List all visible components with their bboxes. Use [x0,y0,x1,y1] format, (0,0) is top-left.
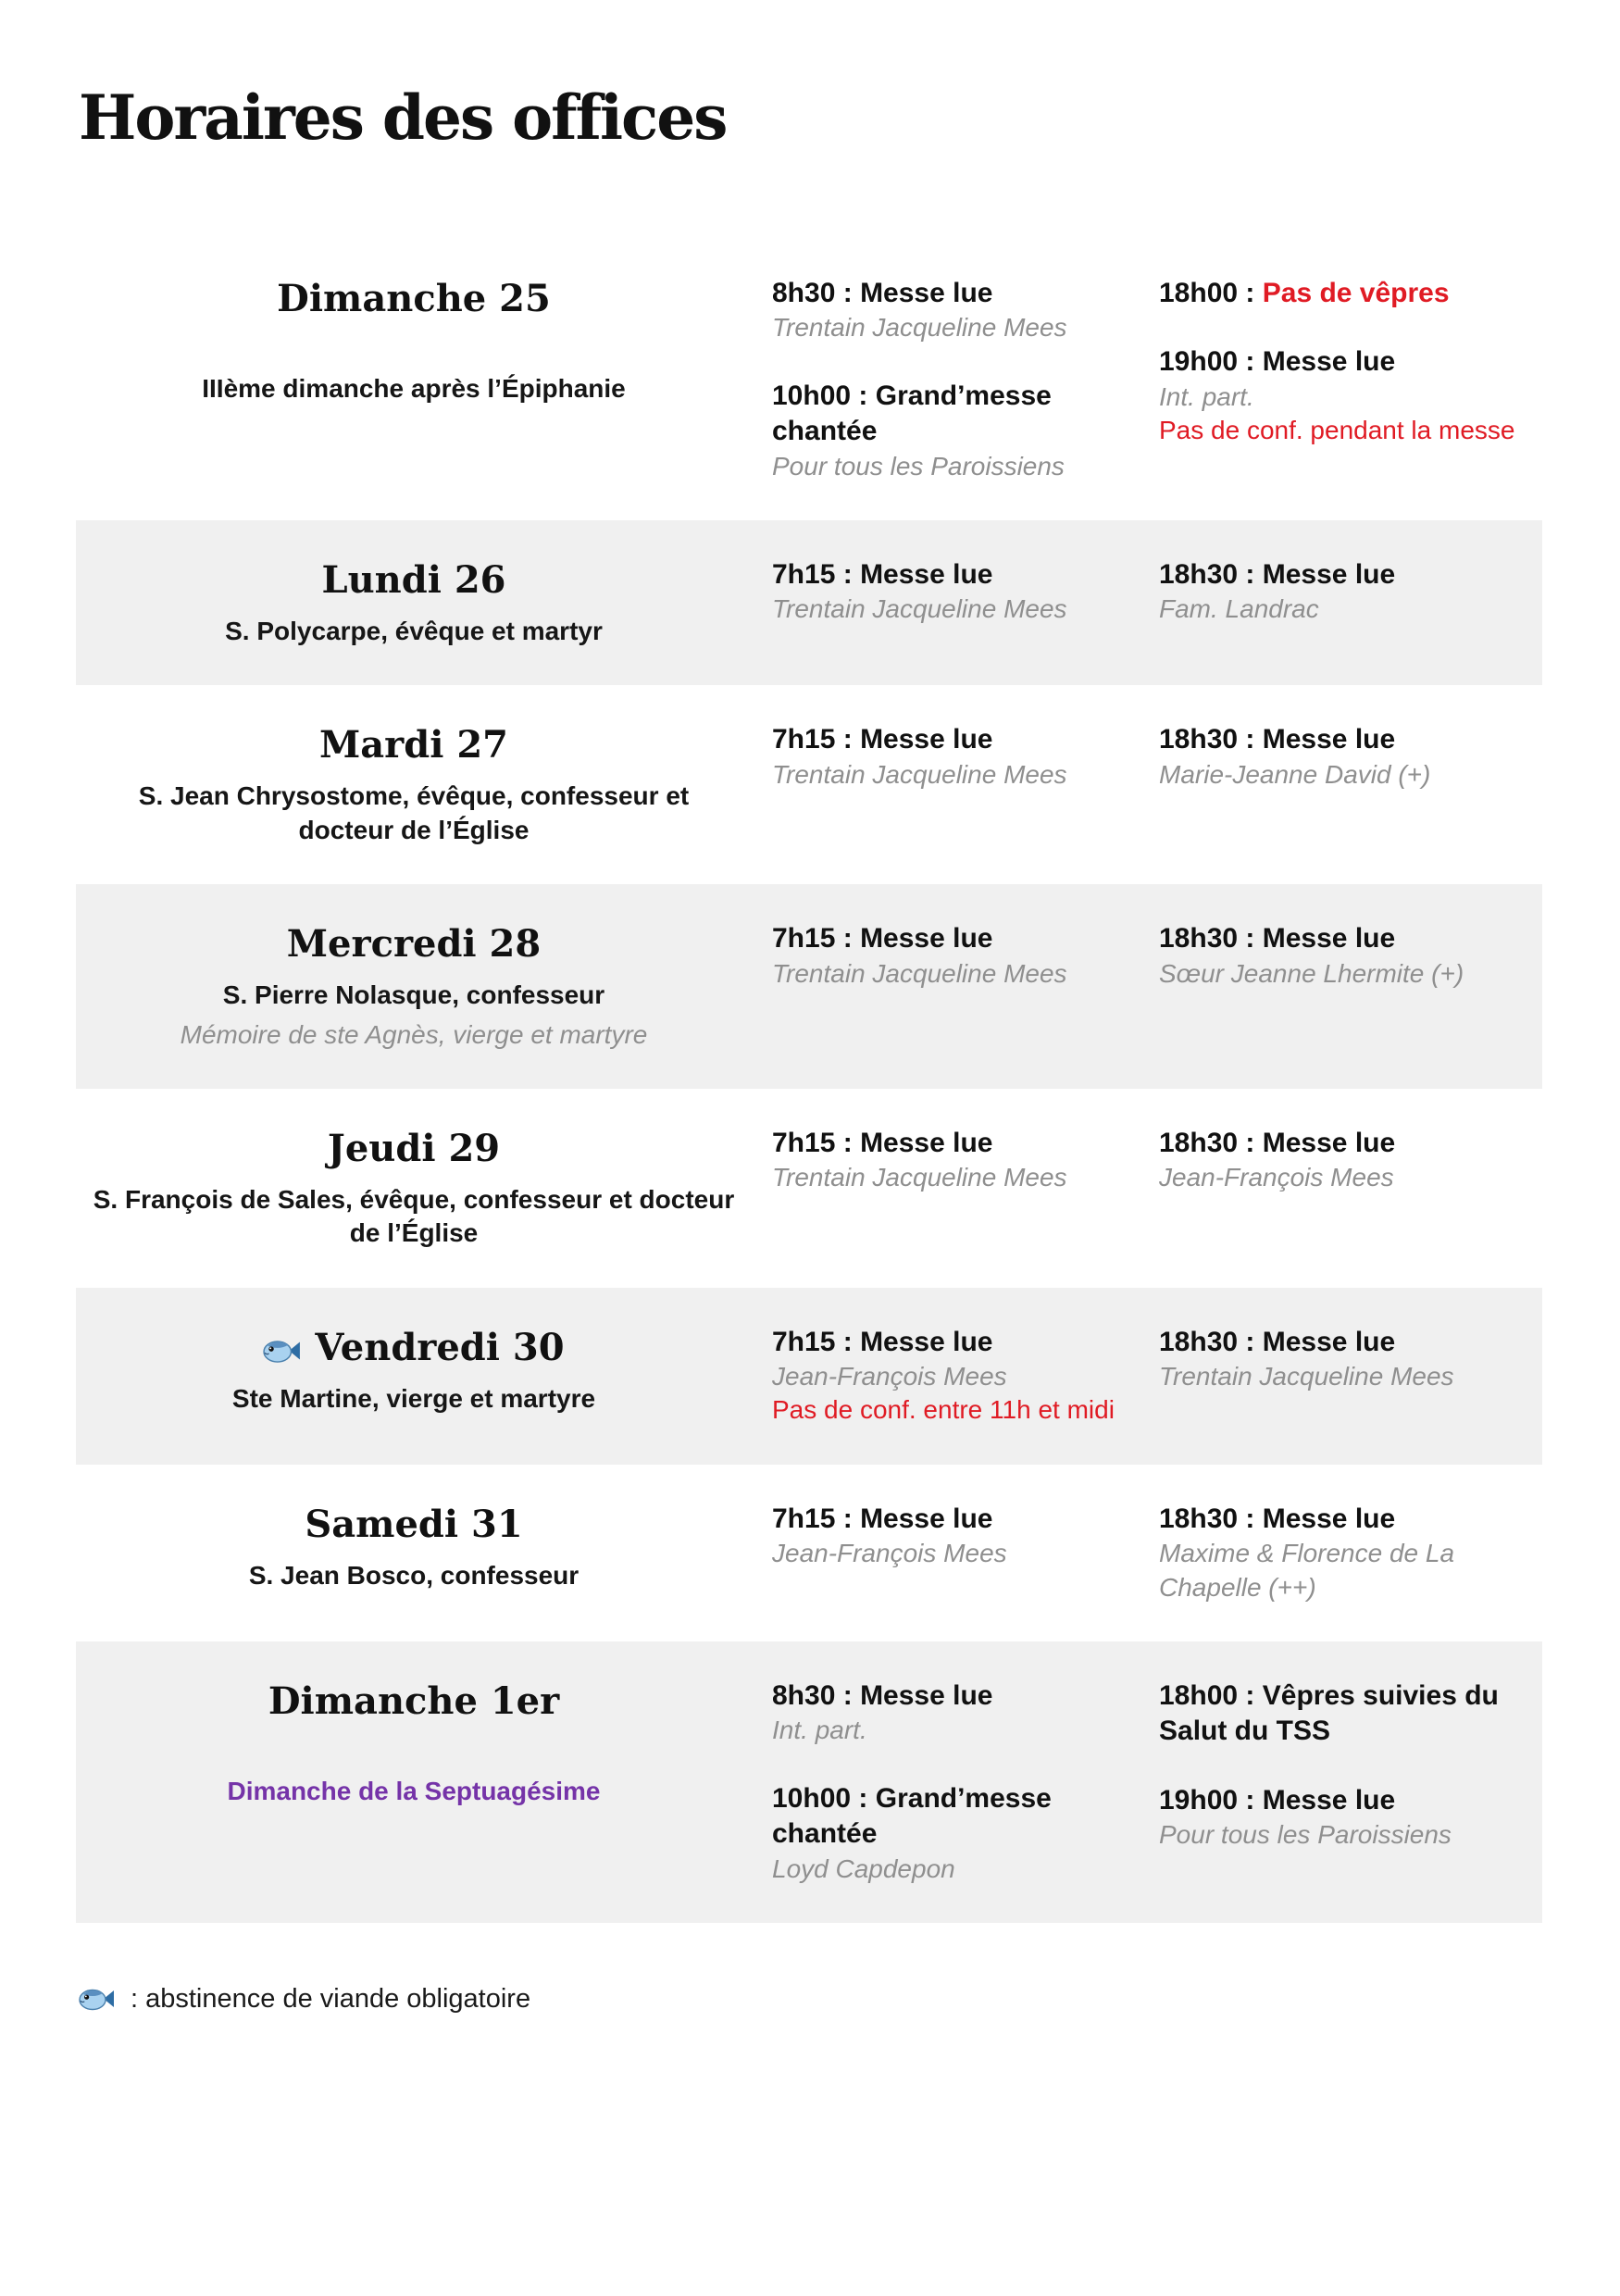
service-separator: : [835,1503,861,1534]
service-entry [772,379,1139,483]
service-entry [772,276,1139,345]
service-time: 18h30 [1159,1503,1239,1534]
day-cell [76,1675,752,1886]
service-separator: : [835,724,861,755]
service-separator: : [835,923,861,955]
service-head [1159,1678,1542,1750]
day-cell [76,718,752,847]
day-row [76,1641,1542,1923]
service-title: Messe lue [860,724,993,755]
service-intention: Fam. Landrac [1159,594,1319,624]
day-title [89,1504,739,1546]
service-title: Pas de vêpres [1262,278,1450,308]
service-separator: : [1238,923,1263,955]
service-title: Grand’messe chantée [772,380,1052,447]
service-time: 10h00 [772,380,852,411]
service-entry [1159,921,1542,991]
service-title: Messe lue [860,1127,993,1158]
service-entry [1159,1783,1542,1853]
service-time: 19h00 [1159,346,1239,378]
service-head [772,1502,1139,1537]
service-title: Messe lue [1262,1127,1396,1158]
service-intention: Sœur Jeanne Lhermite (+) [1159,958,1464,988]
service-separator: : [835,278,861,308]
service-separator: : [1238,1784,1263,1816]
service-time: 18h30 [1159,1127,1239,1158]
morning-column [772,1675,1139,1886]
day-subtitle: Ste Martine, vierge et martyre [231,1383,596,1413]
morning-column [772,554,1139,648]
legend [79,1984,1620,2015]
service-separator: : [1238,278,1263,308]
service-head [1159,1783,1542,1818]
evening-column [1159,554,1542,648]
service-separator: : [1238,724,1263,755]
day-cell [76,1122,752,1251]
service-head [1159,722,1542,757]
service-time: 7h15 [772,1326,836,1357]
service-head [772,557,1139,593]
service-title: Grand’messe chantée [772,1782,1052,1850]
evening-column [1159,917,1542,1052]
service-separator: : [851,380,876,411]
service-head [1159,1502,1542,1537]
service-intention: Jean-François Mees [772,1539,1007,1568]
legend-text: : abstinence de viande obligatoire [131,1983,531,2014]
service-separator: : [835,1680,861,1712]
evening-column [1159,1675,1542,1886]
service-head [1159,1126,1542,1161]
service-head [1159,1325,1542,1360]
service-head [772,1325,1139,1360]
day-name: Dimanche 25 [277,277,551,320]
day-title [89,724,739,767]
morning-column [772,272,1139,483]
service-time: 18h30 [1159,1326,1239,1357]
day-title [89,1128,739,1170]
day-note: Mémoire de ste Agnès, vierge et martyre [180,1019,648,1049]
service-entry [772,557,1139,627]
service-title: Messe lue [860,1680,993,1712]
service-head [772,1678,1139,1714]
service-intention: Marie-Jeanne David (+) [1159,759,1431,789]
service-head [1159,557,1542,593]
service-entry [772,1325,1139,1428]
service-intention: Maxime & Florence de La Chapelle (++) [1159,1539,1455,1602]
morning-column [772,718,1139,847]
service-title: Messe lue [1262,346,1396,378]
day-name: Jeudi 29 [327,1126,501,1170]
evening-column [1159,272,1542,483]
service-intention: Trentain Jacqueline Mees [1159,1362,1454,1391]
service-time: 8h30 [772,278,836,308]
day-row [76,239,1542,520]
service-intention: Pour tous les Paroissiens [772,451,1065,480]
service-separator: : [1238,558,1263,590]
fish-slot [263,1326,315,1369]
service-title: Messe lue [1262,1503,1396,1534]
service-entry [772,1126,1139,1195]
service-head [1159,276,1542,311]
service-entry [1159,1126,1542,1195]
service-entry [772,1502,1139,1571]
service-separator: : [835,1326,861,1357]
service-intention: Trentain Jacqueline Mees [772,313,1067,343]
day-subtitle: S. Jean Chrysostome, évêque, confesseur et docteur de l’Église [138,781,690,844]
day-subtitle: S. Polycarpe, évêque et martyr [225,616,603,645]
service-title: Messe lue [1262,923,1396,955]
service-time: 18h30 [1159,923,1239,955]
fish-icon [79,1985,116,2013]
service-entry [1159,1678,1542,1750]
service-title: Messe lue [1262,558,1396,590]
day-name: Mardi 27 [318,723,509,767]
service-time: 7h15 [772,923,836,955]
service-warning: Pas de conf. pendant la messe [1159,416,1515,445]
day-name: Samedi 31 [305,1502,523,1546]
day-cell [76,917,752,1052]
day-title [89,278,739,320]
service-intention: Trentain Jacqueline Mees [772,759,1067,789]
day-cell [76,1321,752,1428]
service-intention: Pour tous les Paroissiens [1159,1820,1452,1850]
day-row [76,1288,1542,1465]
service-head [772,1126,1139,1161]
service-intention: Trentain Jacqueline Mees [772,1163,1067,1192]
service-warning: Pas de conf. entre 11h et midi [772,1395,1115,1425]
day-row [76,685,1542,884]
day-title [89,1327,739,1369]
service-title: Vêpres suivies du Salut du TSS [1159,1680,1499,1747]
service-entry [772,1678,1139,1748]
morning-column [772,917,1139,1052]
service-head [772,379,1139,450]
day-title [89,1680,739,1723]
service-entry [1159,276,1542,311]
service-time: 7h15 [772,558,836,590]
day-cell [76,272,752,483]
service-entry [772,722,1139,792]
service-entry [1159,1325,1542,1394]
service-head [1159,344,1542,380]
service-title: Messe lue [860,558,993,590]
service-entry [772,1781,1139,1886]
service-entry [1159,1502,1542,1604]
evening-column [1159,718,1542,847]
service-title: Messe lue [860,1503,993,1534]
day-name: Vendredi 30 [315,1325,565,1369]
fish-icon [263,1336,302,1366]
service-separator: : [1238,1326,1263,1357]
service-time: 10h00 [772,1782,852,1814]
service-head [1159,921,1542,956]
evening-column [1159,1498,1542,1604]
service-separator: : [835,558,861,590]
service-title: Messe lue [860,923,993,955]
service-separator: : [1238,1680,1263,1712]
service-intention: Jean-François Mees [772,1362,1007,1391]
evening-column [1159,1321,1542,1428]
day-row [76,520,1542,685]
service-time: 8h30 [772,1680,836,1712]
day-title [89,559,739,602]
morning-column [772,1498,1139,1604]
service-time: 18h00 [1159,278,1239,308]
schedule-table [76,239,1542,1923]
service-title: Messe lue [1262,1326,1396,1357]
service-entry [1159,344,1542,447]
service-time: 18h30 [1159,724,1239,755]
service-intention: Int. part. [1159,381,1254,411]
service-title: Messe lue [860,1326,993,1357]
day-row [76,1089,1542,1288]
day-name: Lundi 26 [321,557,506,602]
service-intention: Int. part. [772,1716,867,1745]
service-intention: Loyd Capdepon [772,1853,955,1883]
service-entry [772,921,1139,991]
service-time: 18h00 [1159,1680,1239,1712]
service-separator: : [1238,1503,1263,1534]
service-intention: Trentain Jacqueline Mees [772,958,1067,988]
page-title: Horaires des offices [79,81,727,154]
service-title: Messe lue [1262,1784,1396,1816]
service-time: 19h00 [1159,1784,1239,1816]
day-row [76,884,1542,1089]
evening-column [1159,1122,1542,1251]
service-title: Messe lue [1262,724,1396,755]
day-subtitle: S. Pierre Nolasque, confesseur [222,980,605,1010]
day-subtitle: S. Jean Bosco, confesseur [248,1560,579,1590]
service-separator: : [1238,346,1263,378]
day-cell [76,1498,752,1604]
day-title [89,923,739,966]
service-separator: : [835,1127,861,1158]
day-name: Dimanche 1er [268,1679,560,1724]
day-subtitle: Dimanche de la Septuagésime [227,1777,601,1806]
service-time: 18h30 [1159,558,1239,590]
service-separator: : [851,1782,876,1814]
service-time: 7h15 [772,1127,836,1158]
service-head [772,276,1139,311]
day-subtitle: S. François de Sales, évêque, confesseur et docteur de l’Église [93,1184,735,1248]
day-row [76,1465,1542,1641]
service-head [772,722,1139,757]
service-entry [1159,557,1542,627]
service-head [772,1781,1139,1853]
day-cell [76,554,752,648]
service-entry [1159,722,1542,792]
service-separator: : [1238,1127,1263,1158]
service-intention: Trentain Jacqueline Mees [772,594,1067,624]
morning-column [772,1321,1139,1428]
service-title: Messe lue [860,278,993,308]
morning-column [772,1122,1139,1251]
service-time: 7h15 [772,724,836,755]
day-name: Mercredi 28 [286,922,542,967]
service-time: 7h15 [772,1503,836,1534]
service-head [772,921,1139,956]
day-subtitle: IIIème dimanche après l’Épiphanie [202,374,626,403]
service-intention: Jean-François Mees [1159,1163,1394,1192]
